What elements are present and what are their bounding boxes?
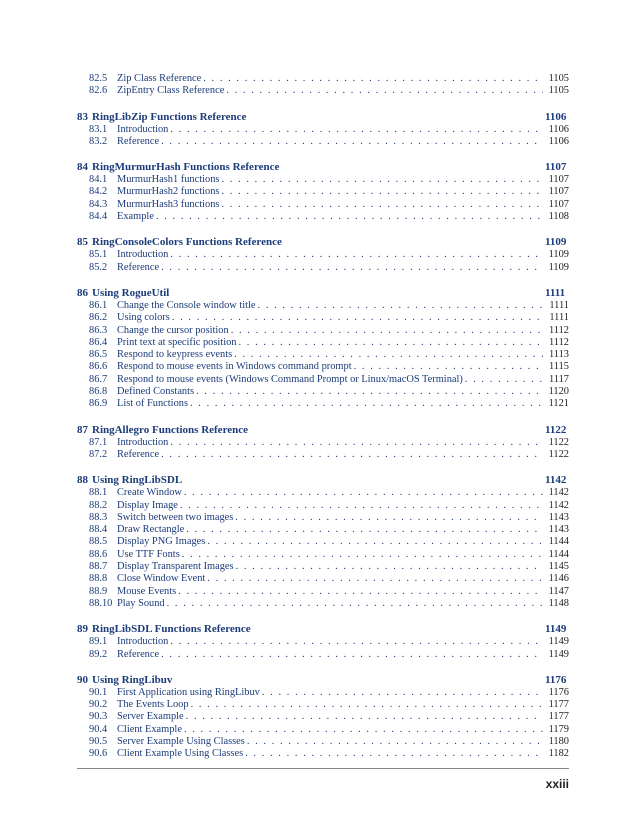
chapter-title: Using RogueUtil xyxy=(92,286,170,299)
entry-page: 1120 xyxy=(548,386,569,398)
chapter-title: RingLibSDL Functions Reference xyxy=(92,623,251,636)
entry-title: Zip Class Reference xyxy=(117,73,202,84)
chapter-number: 85 xyxy=(77,236,88,249)
entry-page: 1111 xyxy=(549,299,569,311)
entry-title: Display Image xyxy=(117,499,178,511)
toc-entry-link[interactable] xyxy=(77,398,569,410)
entry-page: 1105 xyxy=(548,73,569,84)
entry-page: 1115 xyxy=(548,361,569,373)
entry-page: 1149 xyxy=(548,636,569,648)
entry-page: 1106 xyxy=(548,123,569,135)
dot-leader xyxy=(191,699,543,711)
chapter-page: 1109 xyxy=(545,236,567,249)
dot-leader xyxy=(167,598,543,610)
dot-leader xyxy=(221,186,543,198)
entry-page: 1122 xyxy=(548,448,569,460)
toc-chapter xyxy=(77,474,569,610)
chapter-heading-link[interactable] xyxy=(77,674,569,686)
dot-leader xyxy=(238,337,543,349)
entry-page: 1179 xyxy=(548,723,569,735)
dot-leader xyxy=(161,649,543,661)
entry-number: 86.9 xyxy=(89,398,108,410)
entry-number: 89.2 xyxy=(89,648,108,660)
chapter-title: RingLibZip Functions Reference xyxy=(92,110,247,123)
chapter-heading-link[interactable] xyxy=(77,424,569,436)
entry-title: Example xyxy=(117,211,154,223)
chapter-number: 86 xyxy=(77,286,88,299)
toc-entry-link[interactable] xyxy=(77,711,569,723)
toc-chapter xyxy=(77,674,569,761)
chapter-title: RingConsoleColors Functions Reference xyxy=(92,236,282,249)
table-of-contents xyxy=(77,73,569,774)
entry-title: Respond to mouse events (Windows Command Prompt or Linux/macOS Terminal) xyxy=(117,373,463,385)
entry-title: List of Functions xyxy=(117,398,189,410)
entry-page: 1144 xyxy=(548,536,569,548)
dot-leader xyxy=(161,136,543,148)
entry-page: 1182 xyxy=(548,748,569,760)
toc-entry-link[interactable] xyxy=(77,325,569,337)
entry-title: Change the cursor position xyxy=(117,324,229,336)
entry-number: 90.2 xyxy=(89,699,108,711)
toc-chapter xyxy=(77,236,569,274)
toc-entry-link[interactable] xyxy=(77,536,569,548)
entry-number: 86.6 xyxy=(89,361,108,373)
entry-number: 83.2 xyxy=(89,135,108,147)
toc-entry-link[interactable] xyxy=(77,199,569,211)
entry-page: 1180 xyxy=(548,735,569,747)
entry-title: Mouse Events xyxy=(117,585,177,597)
entry-page: 1109 xyxy=(548,249,569,261)
dot-leader xyxy=(178,586,543,598)
entry-title: Use TTF Fonts xyxy=(117,548,180,560)
entry-page: 1108 xyxy=(548,211,569,223)
entry-number: 86.3 xyxy=(89,324,108,336)
entry-page: 1117 xyxy=(548,373,569,385)
toc-entry-link[interactable] xyxy=(77,124,569,136)
entry-number: 86.8 xyxy=(89,386,108,398)
chapter-heading-link[interactable] xyxy=(77,111,569,123)
toc-entry-link[interactable] xyxy=(77,174,569,186)
chapter-page: 1122 xyxy=(545,423,567,436)
toc-entry-link[interactable] xyxy=(77,561,569,573)
toc-entry-link[interactable] xyxy=(77,374,569,386)
entry-number: 88.8 xyxy=(89,573,108,585)
entry-page: 1149 xyxy=(548,648,569,660)
entry-title: Introduction xyxy=(117,123,169,135)
chapter-page: 1142 xyxy=(545,474,567,487)
entry-title: Using colors xyxy=(117,312,170,324)
toc-entry-link[interactable] xyxy=(77,500,569,512)
chapter-title: Using RingLibSDL xyxy=(92,474,183,487)
entry-title: First Application using RingLibuv xyxy=(117,686,260,698)
toc-chapter xyxy=(77,161,569,223)
toc-entry-link[interactable] xyxy=(77,262,569,274)
toc-entry-link[interactable] xyxy=(77,136,569,148)
entry-page: 1113 xyxy=(548,349,569,361)
entry-title: Introduction xyxy=(117,249,169,261)
toc-chapter xyxy=(77,73,569,98)
entry-number: 90.5 xyxy=(89,735,108,747)
toc-entry-link[interactable] xyxy=(77,598,569,610)
entry-number: 90.6 xyxy=(89,748,108,760)
dot-leader xyxy=(156,211,543,223)
dot-leader xyxy=(190,398,543,410)
entry-page: 1112 xyxy=(548,336,569,348)
dot-leader xyxy=(186,524,543,536)
entry-page: 1112 xyxy=(548,324,569,336)
entry-title: Draw Rectangle xyxy=(117,524,185,536)
entry-page: 1107 xyxy=(548,198,569,210)
toc-entry-link[interactable] xyxy=(77,249,569,261)
chapter-page: 1106 xyxy=(545,110,567,123)
toc-entry-link[interactable] xyxy=(77,724,569,736)
entry-title: Respond to mouse events in Windows command prompt xyxy=(117,361,352,373)
dot-leader xyxy=(170,124,543,136)
entry-title: Respond to keypress events xyxy=(117,349,233,361)
dot-leader xyxy=(161,262,543,274)
dot-leader xyxy=(207,536,543,548)
entry-page: 1121 xyxy=(548,398,569,410)
chapter-number: 90 xyxy=(77,673,88,686)
toc-entry-link[interactable] xyxy=(77,85,569,97)
entry-title: The Events Loop xyxy=(117,699,189,711)
entry-title: Client Example xyxy=(117,723,182,735)
entry-page: 1143 xyxy=(548,524,569,536)
toc-entry-link[interactable] xyxy=(77,300,569,312)
toc-entry-link[interactable] xyxy=(77,349,569,361)
entry-title: Introduction xyxy=(117,436,169,448)
toc-entry-link[interactable] xyxy=(77,211,569,223)
entry-title: Display PNG Images xyxy=(117,536,206,548)
entry-page: 1107 xyxy=(548,186,569,198)
entry-number: 86.7 xyxy=(89,373,108,385)
footer-divider xyxy=(77,768,569,769)
entry-number: 84.4 xyxy=(89,211,108,223)
chapter-number: 88 xyxy=(77,474,88,487)
toc-entry-link[interactable] xyxy=(77,549,569,561)
entry-number: 88.2 xyxy=(89,499,108,511)
dot-leader xyxy=(245,748,543,760)
dot-leader xyxy=(170,437,543,449)
toc-entry-link[interactable] xyxy=(77,748,569,760)
entry-title: Play Sound xyxy=(117,597,165,609)
chapter-number: 84 xyxy=(77,161,88,174)
dot-leader xyxy=(354,361,543,373)
entry-number: 86.4 xyxy=(89,336,108,348)
dot-leader xyxy=(203,73,543,85)
toc-entry-link[interactable] xyxy=(77,687,569,699)
dot-leader xyxy=(172,312,543,324)
entry-number: 90.4 xyxy=(89,723,108,735)
toc-entry-link[interactable] xyxy=(77,487,569,499)
entry-number: 90.3 xyxy=(89,711,108,723)
entry-page: 1142 xyxy=(548,487,569,499)
toc-entry-link[interactable] xyxy=(77,512,569,524)
chapter-heading-link[interactable] xyxy=(77,474,569,486)
toc-entry-link[interactable] xyxy=(77,586,569,598)
entry-number: 84.1 xyxy=(89,174,108,186)
entry-number: 88.5 xyxy=(89,536,108,548)
dot-leader xyxy=(170,249,543,261)
chapter-page: 1176 xyxy=(545,673,567,686)
toc-entry-link[interactable] xyxy=(77,312,569,324)
entry-title: Reference xyxy=(117,135,160,147)
toc-chapter xyxy=(77,623,569,661)
toc-entry-link[interactable] xyxy=(77,386,569,398)
dot-leader xyxy=(258,300,543,312)
entry-title: MurmurHash2 functions xyxy=(117,186,220,198)
dot-leader xyxy=(235,512,543,524)
dot-leader xyxy=(262,687,543,699)
chapter-heading-link[interactable] xyxy=(77,623,569,635)
chapter-page: 1107 xyxy=(545,161,567,174)
dot-leader xyxy=(234,349,543,361)
entry-title: ZipEntry Class Reference xyxy=(117,85,225,97)
chapter-number: 89 xyxy=(77,623,88,636)
entry-number: 88.1 xyxy=(89,487,108,499)
entry-number: 86.1 xyxy=(89,299,108,311)
dot-leader xyxy=(207,573,543,585)
entry-page: 1122 xyxy=(548,436,569,448)
chapter-page: 1149 xyxy=(545,623,567,636)
chapter-heading-link[interactable] xyxy=(77,161,569,173)
dot-leader xyxy=(236,561,543,573)
toc-entry-link[interactable] xyxy=(77,186,569,198)
entry-page: 1109 xyxy=(548,261,569,273)
dot-leader xyxy=(221,174,543,186)
entry-page: 1106 xyxy=(548,135,569,147)
dot-leader xyxy=(184,487,543,499)
entry-page: 1145 xyxy=(548,561,569,573)
dot-leader xyxy=(247,736,543,748)
entry-title: MurmurHash3 functions xyxy=(117,198,220,210)
entry-number: 89.1 xyxy=(89,636,108,648)
toc-entry-link[interactable] xyxy=(77,361,569,373)
entry-number: 88.10 xyxy=(89,597,113,609)
entry-page: 1107 xyxy=(548,174,569,186)
toc-entry-link[interactable] xyxy=(77,736,569,748)
entry-page: 1142 xyxy=(548,499,569,511)
entry-title: Change the Console window title xyxy=(117,299,256,311)
page-number: xxiii xyxy=(545,777,569,791)
toc-entry-link[interactable] xyxy=(77,449,569,461)
entry-number: 85.1 xyxy=(89,249,108,261)
entry-number: 82.6 xyxy=(89,85,108,97)
dot-leader xyxy=(226,85,543,97)
toc-entry-link[interactable] xyxy=(77,649,569,661)
entry-page: 1111 xyxy=(549,312,569,324)
dot-leader xyxy=(196,386,543,398)
entry-number: 88.4 xyxy=(89,524,108,536)
entry-title: Display Transparent Images xyxy=(117,561,234,573)
entry-number: 88.9 xyxy=(89,585,108,597)
chapter-title: Using RingLibuv xyxy=(92,673,173,686)
entry-title: Print text at specific position xyxy=(117,336,237,348)
dot-leader xyxy=(182,549,543,561)
entry-number: 86.5 xyxy=(89,349,108,361)
toc-entry-link[interactable] xyxy=(77,73,569,85)
entry-title: Client Example Using Classes xyxy=(117,748,244,760)
chapter-title: RingMurmurHash Functions Reference xyxy=(92,161,280,174)
entry-number: 87.1 xyxy=(89,436,108,448)
entry-page: 1105 xyxy=(548,85,569,97)
toc-entry-link[interactable] xyxy=(77,636,569,648)
entry-title: Defined Constants xyxy=(117,386,195,398)
dot-leader xyxy=(161,449,543,461)
entry-number: 84.2 xyxy=(89,186,108,198)
entry-number: 82.5 xyxy=(89,73,108,84)
chapter-number: 87 xyxy=(77,423,88,436)
entry-number: 83.1 xyxy=(89,123,108,135)
entry-page: 1148 xyxy=(548,597,569,609)
dot-leader xyxy=(186,711,543,723)
toc-chapter xyxy=(77,111,569,149)
entry-page: 1147 xyxy=(548,585,569,597)
entry-title: MurmurHash1 functions xyxy=(117,174,220,186)
toc-entry-link[interactable] xyxy=(77,573,569,585)
entry-number: 87.2 xyxy=(89,448,108,460)
toc-entry-link[interactable] xyxy=(77,337,569,349)
entry-title: Reference xyxy=(117,648,160,660)
entry-title: Server Example xyxy=(117,711,184,723)
toc-entry-link[interactable] xyxy=(77,524,569,536)
entry-page: 1176 xyxy=(548,686,569,698)
entry-page: 1144 xyxy=(548,548,569,560)
chapter-number: 83 xyxy=(77,110,88,123)
entry-title: Reference xyxy=(117,261,160,273)
dot-leader xyxy=(180,500,543,512)
entry-number: 90.1 xyxy=(89,686,108,698)
entry-page: 1146 xyxy=(548,573,569,585)
entry-title: Introduction xyxy=(117,636,169,648)
entry-title: Reference xyxy=(117,448,160,460)
entry-page: 1177 xyxy=(548,699,569,711)
entry-title: Close Window Event xyxy=(117,573,206,585)
chapter-heading-link[interactable] xyxy=(77,287,569,299)
entry-number: 84.3 xyxy=(89,198,108,210)
entry-title: Create Window xyxy=(117,487,182,499)
toc-chapter xyxy=(77,287,569,411)
entry-number: 86.2 xyxy=(89,312,108,324)
dot-leader xyxy=(221,199,543,211)
entry-number: 88.3 xyxy=(89,511,108,523)
chapter-title: RingAllegro Functions Reference xyxy=(92,423,249,436)
entry-number: 88.7 xyxy=(89,561,108,573)
dot-leader xyxy=(184,724,543,736)
toc-entry-link[interactable] xyxy=(77,699,569,711)
chapter-heading-link[interactable] xyxy=(77,236,569,248)
entry-title: Server Example Using Classes xyxy=(117,735,245,747)
dot-leader xyxy=(231,325,543,337)
toc-entry-link[interactable] xyxy=(77,437,569,449)
dot-leader xyxy=(465,374,543,386)
entry-title: Switch between two images xyxy=(117,511,234,523)
toc-chapter xyxy=(77,424,569,462)
chapter-page: 1111 xyxy=(545,286,566,299)
entry-page: 1177 xyxy=(548,711,569,723)
dot-leader xyxy=(170,636,543,648)
entry-page: 1143 xyxy=(548,511,569,523)
entry-number: 85.2 xyxy=(89,261,108,273)
entry-number: 88.6 xyxy=(89,548,108,560)
